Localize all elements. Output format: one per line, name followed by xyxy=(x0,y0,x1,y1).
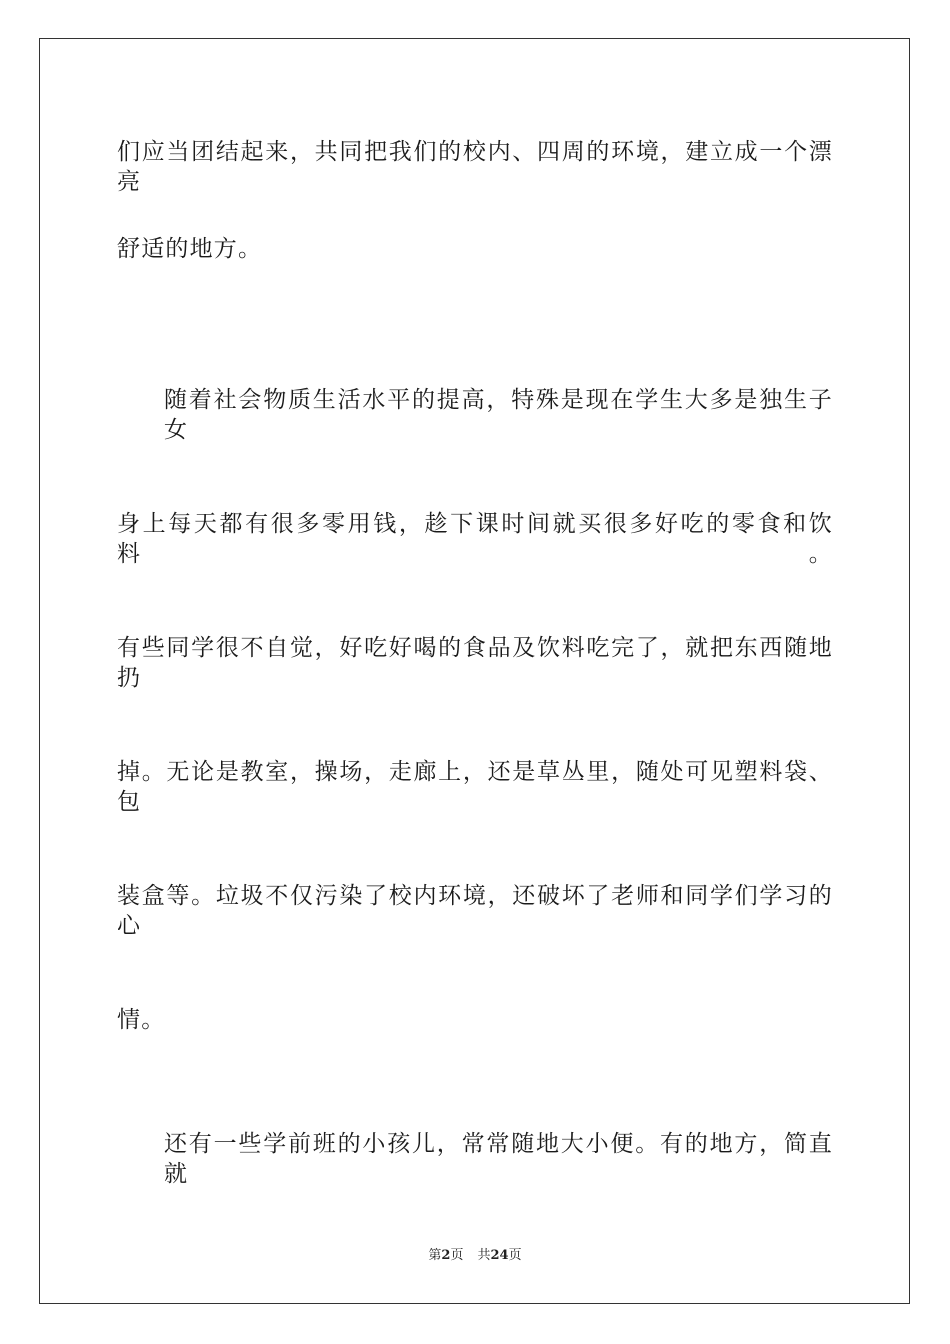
body-text-line: 们应当团结起来，共同把我们的校内、四周的环境，建立成一个漂亮 xyxy=(117,139,833,195)
body-text-line: 装盒等。垃圾不仅污染了校内环境，还破坏了老师和同学们学习的心 xyxy=(117,883,833,939)
body-text-line: 有些同学很不自觉，好吃好喝的食品及饮料吃完了，就把东西随地扔 xyxy=(117,635,833,691)
paragraph-first-line: 还有一些学前班的小孩儿，常常随地大小便。有的地方，简直就 xyxy=(164,1131,833,1187)
body-text-line: 掉。无论是教室，操场，走廊上，还是草丛里，随处可见塑料袋、包 xyxy=(117,759,833,815)
body-text-line: 舒适的地方。 xyxy=(117,236,263,262)
page-number-label: 第2页 xyxy=(428,1248,464,1263)
body-text-line: 身上每天都有很多零用钱，趁下课时间就买很多好吃的零食和饮料。 xyxy=(117,511,833,567)
page-border xyxy=(39,38,910,1304)
paragraph-first-line: 随着社会物质生活水平的提高，特殊是现在学生大多是独生子女 xyxy=(164,387,833,443)
page-footer xyxy=(0,1247,950,1265)
total-pages-label: 共24页 xyxy=(477,1248,522,1263)
body-text-line: 情。 xyxy=(117,1007,166,1033)
